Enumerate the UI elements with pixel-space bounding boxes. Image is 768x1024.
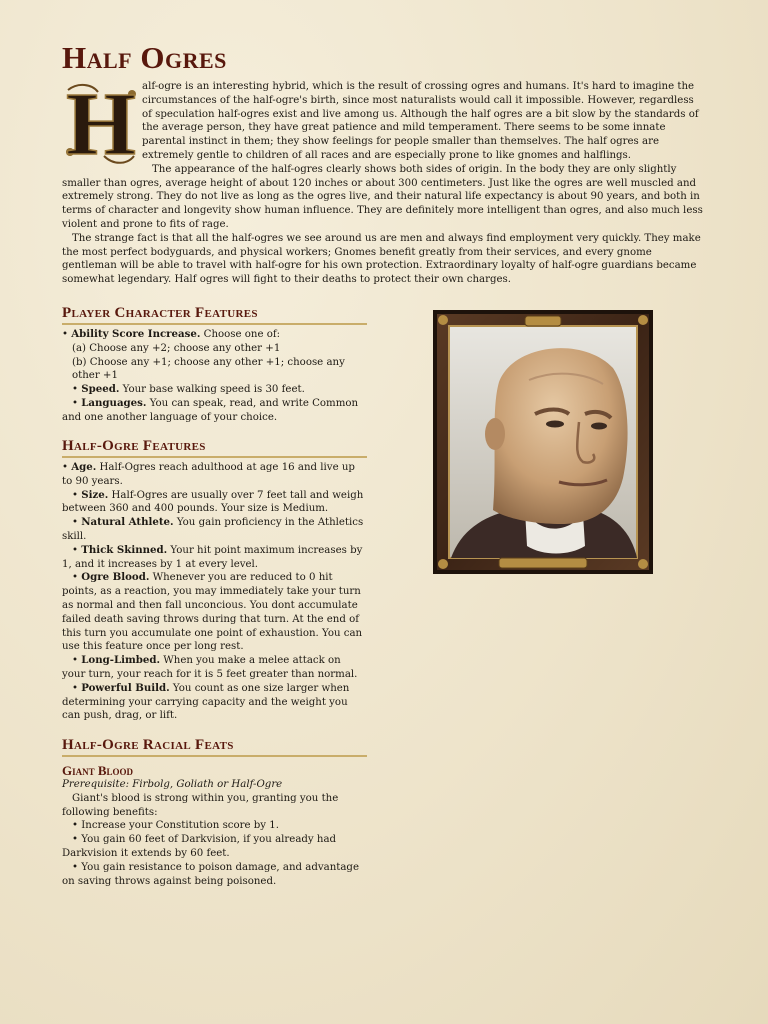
drop-cap-letter: H: [65, 80, 137, 168]
age-entry: • Age. Half-Ogres reach adulthood at age 16 and live up to 90 years.: [62, 461, 355, 487]
pc-features-section: [62, 304, 367, 425]
frame-corner: [638, 315, 648, 325]
languages-entry: • Languages. You can speak, read, and write Common and one another language of your choice.: [62, 396, 359, 423]
frame-corner: [438, 315, 448, 325]
frame-top-ornament: [525, 316, 561, 326]
ogre-features-heading: Half-Ogre Features: [62, 437, 367, 458]
natural-athlete-entry: • Natural Athlete. You gain proficiency in the Athletics skill.: [62, 516, 364, 542]
intro-paragraph-1: alf-ogre is an interesting hybrid, which is the result of crossing ogres and humans. It's hard to imagine the circumstances of the half-ogre's birth, since most naturalists would call it impossible. However, regardless of speculation half-ogres exist and live among us. Although the half ogres are a bit slow by the standards of the average person, they have great patience and mild temperament. There seems to be some innate parental instinct in them; they show feelings for people smaller than themselves. The half ogres are extremely gentle to children of all races and are especially prone to like gnomes and halflings.: [142, 81, 699, 161]
asi-entry: • Ability Score Increase. Choose one of:: [62, 328, 281, 340]
thick-skinned-entry: • Thick Skinned. Your hit point maximum increases by 1, and it increases by 1 at every level.: [62, 543, 363, 570]
racial-feats-section: [62, 736, 367, 888]
frame-corner: [438, 559, 448, 569]
asi-option-a: (a) Choose any +2; choose any other +1: [72, 342, 281, 354]
size-entry: • Size. Half-Ogres are usually over 7 feet tall and weigh between 360 and 400 pounds. Your size is Medium.: [62, 488, 364, 515]
feat-benefit-3: • You gain resistance to poison damage, and advantage on saving throws against being poisoned.: [62, 861, 359, 887]
half-ogre-portrait: [433, 310, 653, 574]
asi-option-b: (b) Choose any +1; choose any other +1; choose any other +1: [72, 356, 345, 382]
racial-feats-heading: Half-Ogre Racial Feats: [62, 736, 367, 757]
page-title: Half Ogres: [62, 40, 227, 75]
pc-features-heading: Player Character Features: [62, 304, 367, 325]
intro-text: [62, 80, 704, 287]
feat-benefit-2: • You gain 60 feet of Darkvision, if you already had Darkvision it extends by 60 feet.: [62, 834, 337, 859]
intro-paragraph-3: The strange fact is that all the half-ogres we see around us are men and always find employment very quickly. They make the most perfect bodyguards, and physical workers; Gnomes benefit greatly from their services, and every gnome gentleman will be able to travel with half-ogre for his own protection. Extraordinary loyalty of half-ogre guardians became somewhat legendary. Half ogres will fight to their deaths to protect their own charges.: [62, 232, 701, 286]
long-limbed-entry: • Long-Limbed. When you make a melee attack on your turn, your reach for it is 5 feet greater than normal.: [62, 654, 358, 680]
feat-intro: Giant's blood is strong within you, granting you the following benefits:: [62, 792, 339, 818]
intro-paragraph-2: The appearance of the half-ogres clearly shows both sides of origin. In the body they are only slightly smaller than ogres, average height of about 120 inches or about 300 centimeters. Just like the ogres are well muscled and extremely strong. They do not live as long as the ogres live, and their natural life expectancy is about 90 years, and both in terms of character and longevity show human influence. They are definitely more intelligent than ogres, and also much less violent and prone to fits of rage.: [62, 163, 703, 230]
feat-title: Giant Blood: [62, 763, 134, 778]
frame-corner: [638, 559, 648, 569]
speed-entry: • Speed. Your base walking speed is 30 feet.: [72, 383, 305, 396]
feat-benefit-1: • Increase your Constitution score by 1.: [72, 820, 280, 832]
frame-nameplate: [499, 558, 587, 568]
feat-prerequisite: Prerequisite: Firbolg, Goliath or Half-Ogre: [62, 779, 283, 790]
ogre-blood-entry: • Ogre Blood. Whenever you are reduced to 0 hit points, as a reaction, you may immediately take your turn as normal and then fall unconcious. You dont accumulate failed death saving throws during that turn. At the end of this turn you accumulate one point of exhaustion. You can use this feature once per long rest.: [62, 571, 363, 653]
ogre-features-section: [62, 437, 367, 723]
powerful-build-entry: • Powerful Build. You count as one size larger when determining your carrying capacity and the weight you can push, drag, or lift.: [62, 681, 350, 722]
